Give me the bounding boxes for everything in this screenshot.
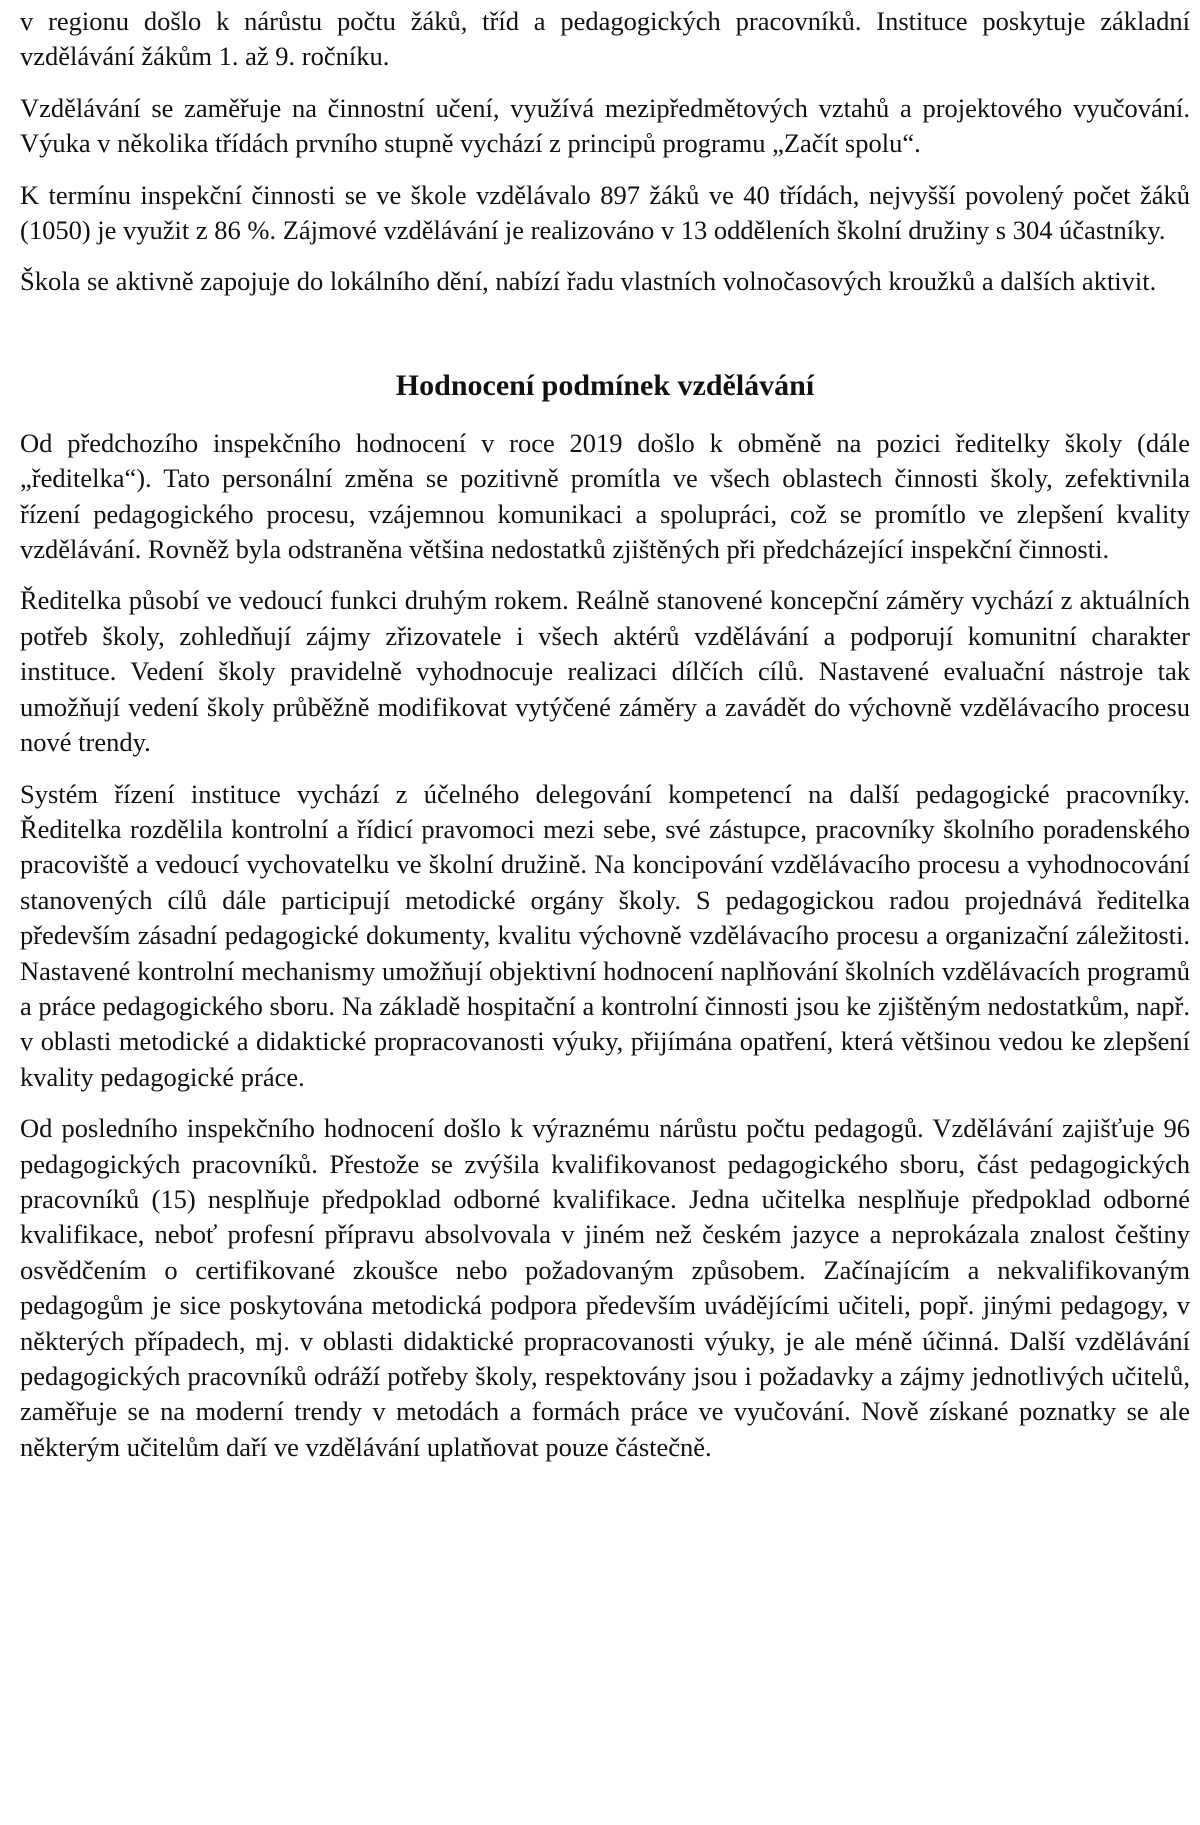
- document-page: [20, 4, 1190, 1481]
- intro-paragraph-2: Vzdělávání se zaměřuje na činnostní učení, využívá mezipředmětových vztahů a projektového vyučování. Výuka v několika třídách prvního stupně vychází z principů programu „Začít spolu“.: [20, 92, 1190, 159]
- section-paragraph-4: Od posledního inspekčního hodnocení došlo k výraznému nárůstu počtu pedagogů. Vzdělávání zajišťuje 96 pedagogických pracovníků. Přestože se zvýšila kvalifikovanost pedagogického sboru, část pedagogických pracovníků (15) nesplňuje předpoklad odborné kvalifikace. Jedna učitelka nesplňuje předpoklad odborné kvalifikace, neboť profesní přípravu absolvovala v jiném než českém jazyce a neprokázala znalost češtiny osvědčením o certifikované zkoušce nebo požadovaným způsobem. Začínajícím a nekvalifikovaným pedagogům je sice poskytována metodická podpora především uvádějícími učiteli, popř. jinými pedagogy, v některých případech, mj. v oblasti didaktické propracovanosti výuky, je ale méně účinná. Další vzdělávání pedagogických pracovníků odráží potřeby školy, respektovány jsou i požadavky a zájmy jednotlivých učitelů, zaměřuje se na moderní trendy v metodách a formách práce ve vyučování. Nově získané poznatky se ale některým učitelům daří ve vzdělávání uplatňovat pouze částečně.: [20, 1113, 1190, 1462]
- section-paragraph-1: Od předchozího inspekčního hodnocení v roce 2019 došlo k obměně na pozici ředitelky školy (dále „ředitelka“). Tato personální změna se pozitivně promítla ve všech oblastech činnosti školy, zefektivnila řízení pedagogického procesu, vzájemnou komunikaci a spolupráci, což se promítlo ve zlepšení kvality vzdělávání. Rovněž byla odstraněna většina nedostatků zjištěných při předcházející inspekční činnosti.: [20, 427, 1190, 565]
- section-paragraph-2: Ředitelka působí ve vedoucí funkci druhým rokem. Reálně stanovené koncepční záměry vychází z aktuálních potřeb školy, zohledňují zájmy zřizovatele i všech aktérů vzdělávání a podporují komunitní charakter instituce. Vedení školy pravidelně vyhodnocuje realizaci dílčích cílů. Nastavené evaluační nástroje tak umožňují vedení školy průběžně modifikovat vytýčené záměry a zavádět do výchovně vzdělávacího procesu nové trendy.: [20, 585, 1190, 758]
- section-heading: Hodnocení podmínek vzdělávání: [395, 368, 815, 402]
- intro-paragraph-1: v regionu došlo k nárůstu počtu žáků, tříd a pedagogických pracovníků. Instituce poskytuje základní vzdělávání žákům 1. až 9. ročníku.: [20, 6, 1190, 72]
- intro-paragraph-3: K termínu inspekční činnosti se ve škole vzdělávalo 897 žáků ve 40 třídách, nejvyšší povolený počet žáků (1050) je využit z 86 %. Zájmové vzdělávání je realizováno v 13 odděleních školní družiny s 304 účastníky.: [20, 179, 1190, 246]
- section-paragraph-3: Systém řízení instituce vychází z účelného delegování kompetencí na další pedagogické pracovníky. Ředitelka rozdělila kontrolní a řídicí pravomoci mezi sebe, své zástupce, pracovníky školního poradenského pracoviště a vedoucí vychovatelku ve školní družině. Na koncipování vzdělávacího procesu a vyhodnocování stanovených cílů dále participují metodické orgány školy. S pedagogickou radou projednává ředitelka především zásadní pedagogické dokumenty, kvalitu výchovně vzdělávacího procesu a organizační záležitosti. Nastavené kontrolní mechanismy umožňují objektivní hodnocení naplňování školních vzdělávacích programů a práce pedagogického sboru. Na základě hospitační a kontrolní činnosti jsou ke zjištěným nedostatkům, např. v oblasti metodické a didaktické propracovanosti výuky, přijímána opatření, která většinou vedou ke zlepšení kvality pedagogické práce.: [20, 778, 1190, 1092]
- intro-paragraph-4: Škola se aktivně zapojuje do lokálního dění, nabízí řadu vlastních volnočasových kroužků a dalších aktivit.: [20, 266, 1157, 297]
